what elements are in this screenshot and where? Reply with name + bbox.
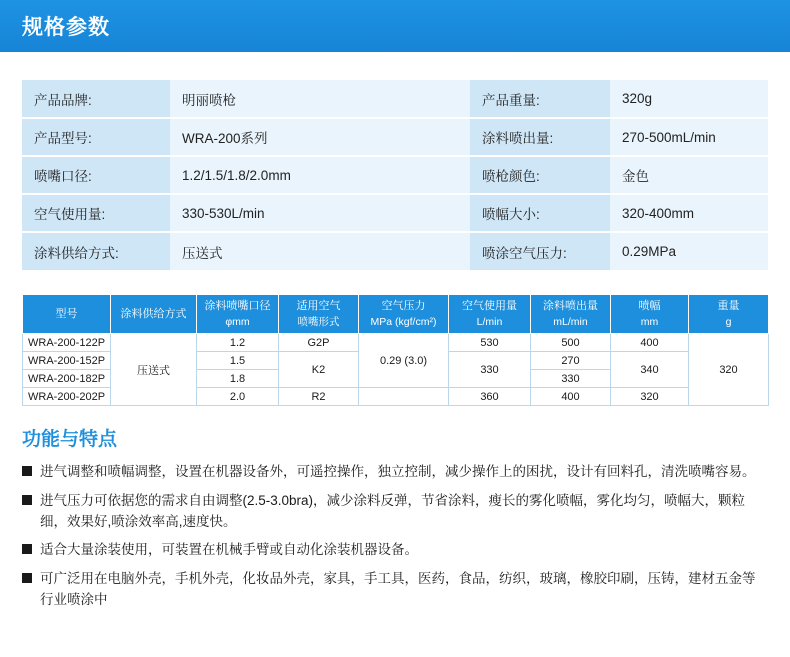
feature-text: 进气压力可依据您的需求自由调整(2.5-3.0bra)，减少涂料反弹，节省涂料，瘦长的雾化喷幅，雾化均匀，喷幅大，颗粒细，效果好,喷涂效率高,速度快。 bbox=[40, 492, 746, 529]
square-bullet-icon bbox=[22, 466, 32, 476]
spec-value: WRA-200系列 bbox=[170, 118, 470, 156]
features-title: 功能与特点 bbox=[22, 429, 118, 451]
spec-value: 330-530L/min bbox=[170, 194, 470, 232]
spec-value: 320g bbox=[610, 80, 768, 118]
cell-paint-out: 270 bbox=[531, 352, 611, 370]
spec-label: 涂料喷出量: bbox=[470, 118, 610, 156]
cell-air-nozzle: K2 bbox=[279, 352, 359, 388]
cell-model: WRA-200-152P bbox=[23, 352, 111, 370]
header-main: 适用空气 bbox=[296, 300, 341, 312]
list-item bbox=[22, 568, 768, 611]
spec-label: 产品重量: bbox=[470, 80, 610, 118]
list-item bbox=[22, 490, 768, 533]
feature-text: 适合大量涂装使用，可装置在机械手臂或自动化涂装机器设备。 bbox=[40, 542, 418, 558]
spec-value: 压送式 bbox=[170, 232, 470, 270]
column-header-pressure bbox=[359, 295, 449, 334]
features-section bbox=[0, 406, 790, 610]
cell-width: 400 bbox=[611, 334, 689, 352]
column-header-air-use bbox=[449, 295, 531, 334]
spec-value: 1.2/1.5/1.8/2.0mm bbox=[170, 156, 470, 194]
cell-paint-out: 500 bbox=[531, 334, 611, 352]
table-row bbox=[22, 80, 768, 118]
spec-value: 270-500mL/min bbox=[610, 118, 768, 156]
cell-air-use: 330 bbox=[449, 352, 531, 388]
page-title: 规格参数 bbox=[22, 16, 110, 39]
header-main: 空气使用量 bbox=[462, 300, 517, 312]
cell-nozzle: 1.5 bbox=[197, 352, 279, 370]
table-row bbox=[22, 156, 768, 194]
cell-width: 320 bbox=[611, 388, 689, 406]
spec-value: 0.29MPa bbox=[610, 232, 768, 270]
spec-value: 明丽喷枪 bbox=[170, 80, 470, 118]
spec-label: 产品品牌: bbox=[22, 80, 170, 118]
column-header-model bbox=[23, 295, 111, 334]
spec-label: 喷嘴口径: bbox=[22, 156, 170, 194]
cell-nozzle: 1.8 bbox=[197, 370, 279, 388]
header-main: 涂料喷出量 bbox=[543, 300, 598, 312]
list-item bbox=[22, 461, 768, 482]
table-row bbox=[22, 232, 768, 270]
cell-air-nozzle: G2P bbox=[279, 334, 359, 352]
spec-label: 喷涂空气压力: bbox=[470, 232, 610, 270]
header-main: 空气压力 bbox=[381, 300, 426, 312]
cell-model: WRA-200-182P bbox=[23, 370, 111, 388]
cell-supply: 压送式 bbox=[111, 334, 197, 406]
spec-label: 空气使用量: bbox=[22, 194, 170, 232]
cell-weight: 320 bbox=[689, 334, 769, 406]
table-row bbox=[22, 194, 768, 232]
header-sub: L/min bbox=[476, 315, 503, 328]
specification-table bbox=[22, 80, 768, 270]
feature-text: 可广泛用在电脑外壳，手机外壳，化妆品外壳，家具，手工具，医药，食品，纺织，玻璃，橡胶印刷，压铸，建材五金等行业喷涂中 bbox=[40, 570, 756, 607]
spec-label: 喷枪颜色: bbox=[470, 156, 610, 194]
cell-model: WRA-200-122P bbox=[23, 334, 111, 352]
column-header-air-nozzle bbox=[279, 295, 359, 334]
table-row bbox=[22, 118, 768, 156]
feature-text: 进气调整和喷幅调整，设置在机器设备外，可遥控操作，独立控制，减少操作上的困扰，设计有回料孔，清洗喷嘴容易。 bbox=[40, 464, 756, 480]
cell-nozzle: 2.0 bbox=[197, 388, 279, 406]
header-sub: φmm bbox=[225, 315, 250, 328]
table-row bbox=[23, 334, 769, 352]
header-main: 涂料喷嘴口径 bbox=[204, 300, 271, 312]
cell-width: 340 bbox=[611, 352, 689, 388]
model-section bbox=[0, 270, 790, 406]
list-item bbox=[22, 539, 768, 560]
cell-model: WRA-200-202P bbox=[23, 388, 111, 406]
column-header-paint-out bbox=[531, 295, 611, 334]
table-header-row bbox=[23, 295, 769, 334]
square-bullet-icon bbox=[22, 573, 32, 583]
header-sub: MPa (kgf/cm²) bbox=[370, 315, 437, 328]
cell-air-use: 530 bbox=[449, 334, 531, 352]
cell-air-use: 360 bbox=[449, 388, 531, 406]
spec-value: 320-400mm bbox=[610, 194, 768, 232]
cell-paint-out: 400 bbox=[531, 388, 611, 406]
header-main: 型号 bbox=[55, 307, 78, 320]
model-table bbox=[22, 294, 769, 406]
cell-pressure bbox=[359, 388, 449, 406]
square-bullet-icon bbox=[22, 495, 32, 505]
column-header-nozzle bbox=[197, 295, 279, 334]
specification-section bbox=[0, 52, 790, 270]
spec-label: 喷幅大小: bbox=[470, 194, 610, 232]
header-sub: mm bbox=[640, 315, 659, 328]
column-header-width bbox=[611, 295, 689, 334]
spec-label: 涂料供给方式: bbox=[22, 232, 170, 270]
header-sub: 喷嘴形式 bbox=[297, 315, 340, 328]
header-main: 喷幅 bbox=[638, 300, 661, 312]
spec-value: 金色 bbox=[610, 156, 768, 194]
square-bullet-icon bbox=[22, 544, 32, 554]
cell-pressure: 0.29 (3.0) bbox=[359, 334, 449, 388]
header-sub: g bbox=[725, 315, 732, 328]
header-sub: mL/min bbox=[553, 315, 588, 328]
cell-paint-out: 330 bbox=[531, 370, 611, 388]
spec-label: 产品型号: bbox=[22, 118, 170, 156]
column-header-supply bbox=[111, 295, 197, 334]
header-main: 涂料供给方式 bbox=[120, 307, 187, 320]
cell-nozzle: 1.2 bbox=[197, 334, 279, 352]
cell-air-nozzle: R2 bbox=[279, 388, 359, 406]
page-header-banner bbox=[0, 0, 790, 52]
column-header-weight bbox=[689, 295, 769, 334]
header-main: 重量 bbox=[717, 300, 740, 312]
